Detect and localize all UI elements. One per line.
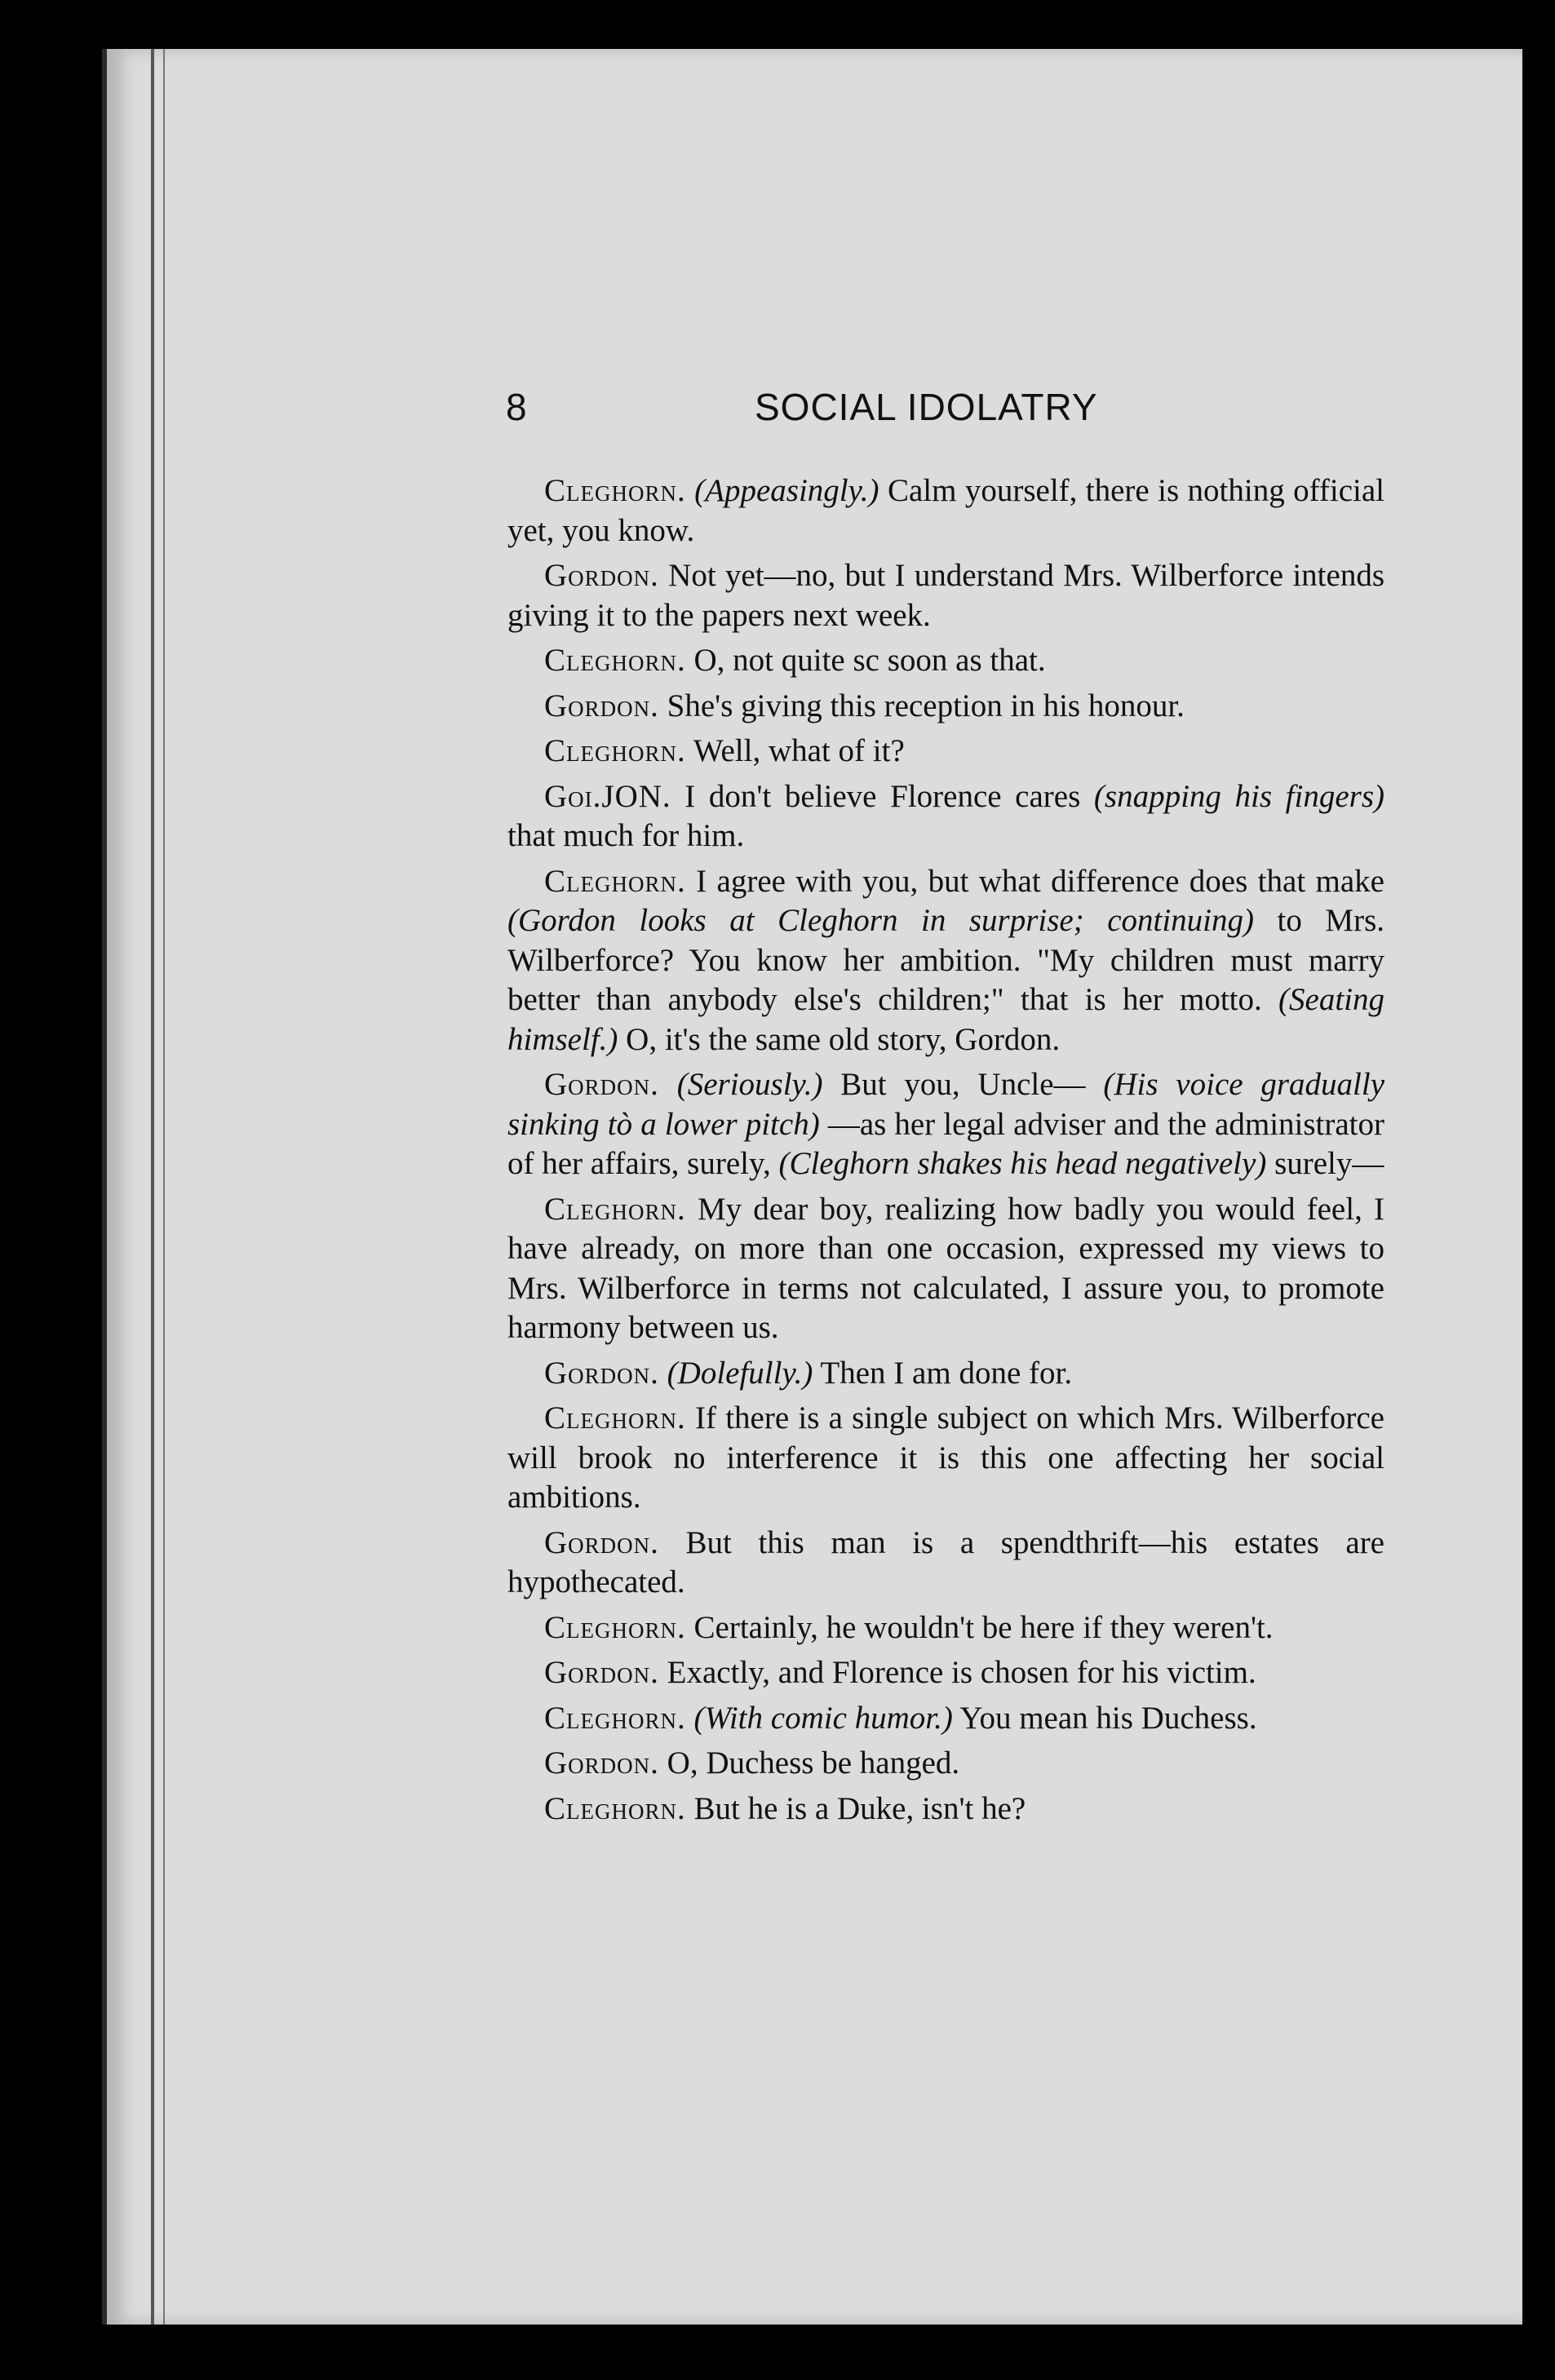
running-header — [506, 385, 1485, 434]
dialogue-line — [507, 732, 1384, 772]
stage-direction: (His voice gradually sinking tò a lower pitch) — [507, 1067, 1385, 1142]
stage-direction: (Gordon looks at Cleghorn in surprise; continuing) — [507, 903, 1255, 938]
stage-direction: (Appeasingly.) — [694, 473, 879, 508]
spoken-text: She's giving this reception in his honour. — [667, 688, 1185, 723]
speaker-name: Cleghorn. — [544, 643, 686, 678]
stage-direction: (Dolefully.) — [667, 1355, 813, 1391]
spoken-text: to Mrs. Wilberforce? You know her ambition. "My children must marry better than anybody else's children;" that is her motto. — [507, 903, 1384, 1017]
dialogue-line — [507, 1399, 1384, 1518]
dialogue-line — [507, 1354, 1384, 1394]
dialogue-body — [507, 471, 1384, 1834]
dialogue-line — [507, 862, 1384, 1060]
dialogue-line — [507, 1524, 1384, 1603]
spoken-text: surely— — [1274, 1146, 1384, 1181]
dialogue-line — [507, 471, 1384, 551]
speaker-name: Gordon. — [544, 558, 659, 593]
page-gutter-line — [163, 49, 165, 2325]
speaker-name: Cleghorn. — [544, 1700, 686, 1736]
page-number: 8 — [506, 386, 527, 428]
speaker-name: Cleghorn. — [544, 1790, 686, 1826]
dialogue-line — [507, 777, 1384, 856]
spoken-text: I agree with you, but what difference does that make — [696, 863, 1384, 899]
spoken-text: O, not quite sc soon as that. — [693, 643, 1046, 678]
speaker-name: Cleghorn. — [544, 1609, 686, 1645]
spoken-text: You mean his Duchess. — [959, 1700, 1257, 1736]
speaker-name: Gordon. — [544, 1745, 659, 1781]
dialogue-line — [507, 1744, 1384, 1784]
spoken-text: Not yet—no, but I understand Mrs. Wilberforce intends giving it to the papers next week. — [507, 558, 1384, 633]
dialogue-line — [507, 1653, 1384, 1693]
speaker-name: Cleghorn. — [544, 733, 686, 768]
spoken-text: But this man is a spendthrift—his estates are hypothecated. — [507, 1524, 1384, 1599]
stage-direction: (Cleghorn shakes his head negatively) — [778, 1146, 1267, 1181]
spoken-text: If there is a single subject on which Mrs. Wilberforce will brook no interference it is this one affecting her social ambitions. — [507, 1400, 1384, 1515]
speaker-name: Gordon. — [544, 1067, 659, 1102]
spoken-text: I don't believe Florence cares — [684, 778, 1081, 814]
spoken-text: O, Duchess be hanged. — [667, 1745, 960, 1781]
spoken-text: O, it's the same old story, Gordon. — [626, 1021, 1061, 1057]
page-gutter-line — [151, 49, 154, 2325]
spoken-text: Well, what of it? — [693, 733, 905, 768]
dialogue-line — [507, 1190, 1384, 1348]
speaker-name: Gordon. — [544, 1355, 659, 1391]
spoken-text: But you, Uncle— — [840, 1067, 1086, 1102]
dialogue-line — [507, 1789, 1384, 1829]
spoken-text: But he is a Duke, isn't he? — [693, 1790, 1026, 1826]
speaker-name: Cleghorn. — [544, 1191, 686, 1227]
speaker-name: Cleghorn. — [544, 1400, 686, 1436]
dialogue-line — [507, 556, 1384, 635]
spoken-text: My dear boy, realizing how badly you would feel, I have already, on more than one occasion, expressed my views to Mrs. Wilberforce in terms not calculated, I assure you, to promote harmony between us. — [507, 1191, 1385, 1345]
dialogue-line — [507, 1608, 1384, 1648]
stage-direction: (snapping his fingers) — [1093, 778, 1384, 814]
dialogue-line — [507, 1699, 1384, 1739]
spoken-text: Certainly, he wouldn't be here if they weren't. — [693, 1609, 1274, 1645]
dialogue-line — [507, 687, 1384, 727]
running-title: SOCIAL IDOLATRY — [755, 386, 1098, 428]
spoken-text: Calm yourself, there is nothing official yet, you know. — [507, 473, 1385, 548]
dialogue-line — [507, 1065, 1384, 1184]
spoken-text: Exactly, and Florence is chosen for his victim. — [667, 1655, 1256, 1690]
stage-direction: (Seriously.) — [676, 1067, 823, 1102]
speaker-name: Gordon. — [544, 688, 659, 723]
speaker-name: Gordon. — [544, 1655, 659, 1690]
speaker-name: Cleghorn. — [544, 473, 686, 508]
spoken-text: Then I am done for. — [820, 1355, 1073, 1391]
dialogue-line — [507, 641, 1384, 681]
stage-direction: (Seating himself.) — [507, 982, 1384, 1057]
stage-direction: (With comic humor.) — [693, 1700, 953, 1736]
speaker-name: Goi.JON. — [544, 778, 671, 814]
speaker-name: Cleghorn. — [544, 863, 686, 899]
speaker-name: Gordon. — [544, 1524, 659, 1560]
spoken-text: —as her legal adviser and the administrator of her affairs, surely, — [507, 1106, 1385, 1181]
spoken-text: that much for him. — [507, 818, 745, 853]
